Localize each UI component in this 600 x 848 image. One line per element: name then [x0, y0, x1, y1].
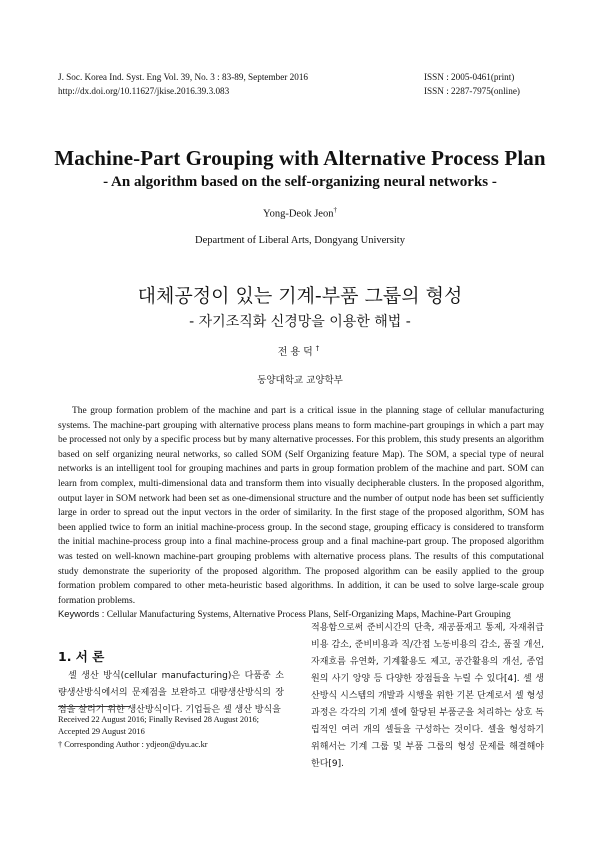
author-name-korean: 전용덕: [277, 347, 316, 358]
subtitle-english: - An algorithm based on the self-organizing neural networks -: [103, 174, 497, 190]
doi-link[interactable]: http://dx.doi.org/10.11627/jkise.2016.39.3.083: [58, 86, 230, 96]
journal-header: [58, 70, 308, 98]
title-korean: 대체공정이 있는 기계-부품 그룹의 형성: [137, 285, 463, 307]
corresponding-mark-korean: †: [315, 344, 323, 353]
footnotes: [58, 714, 288, 751]
author-korean: [0, 343, 600, 358]
body-text-right-column: 적용함으로써 준비시간의 단축, 재공품재고 통제, 자재취급비용 감소, 준비비용과 직/간접 노동비용의 감소, 품질 개선, 자재흐름 유연화, 기계활용도 제고, 공간활용의 개선, 종업원의 사기 앙양 등 다양한 장점들을 누릴 수 있다[4]. 셀 생산방식 시스템의 개발과 시행을 위한 기본 단계로서 셀 형성 과정은 각각의 기계 셀에 할당된 부품군을 처리하는 상호 독립적인 여러 개의 셀들을 구성하는 것이다. 셀을 형성하기 위해서는 기계 그룹 및 부품 그룹의 형성 문제를 해결해야 한다[9].: [311, 623, 544, 769]
corresponding-author: † Corresponding Author : ydjeon@dyu.ac.kr: [58, 739, 208, 749]
issn-online: ISSN : 2287-7975(online): [424, 86, 520, 96]
keywords-label: Keywords :: [58, 608, 105, 619]
issn-print: ISSN : 2005-0461(print): [424, 72, 515, 82]
body-text-left-column: 셀 생산 방식(cellular manufacturing)은 다품종 소량생산방식에서의 문제점을 보완하고 대량생산방식의 장점을 살리기 위한 생산방식이다. 기업들은 셀 생산 방식을: [58, 671, 284, 715]
keywords-text: Cellular Manufacturing Systems, Alternative Process Plans, Self-Organizing Maps, Machine-Part Grouping: [106, 610, 511, 620]
affiliation-english: Department of Liberal Arts, Dongyang University: [195, 235, 405, 246]
abstract: The group formation problem of the machine and part is a critical issue in the planning stage of cellular manufacturing systems. The machine-part grouping with alternative process plans means to form machine-part groupings in which a part may be processed not only by a specific process but by many alternative processes. For this problem, this study presents an algorithm based on self organizing neural networks, so called SOM (Self Organizing feature Map). The SOM, a special type of neural networks is an intelligent tool for grouping machines and parts in group formation problem of the machine and part. SOM can learn from complex, multi-dimensional data and transform them into visually decipherable clusters. In the proposed algorithm, output layer in SOM network had been set as one-dimensional structure and the number of output node has been set sufficiently large in order to spread out the input vectors in the order of similarity. In the first stage of the proposed algorithm, SOM has been applied twice to form an initial machine-process group. In the second stage, grouping efficacy is considered to transform the initial machine-process group into a final machine-process group and a final machine-part group. The proposed algorithm was tested on well-known machine-part grouping problems with alternative process plans. The results of this computational study demonstrate the superiority of the proposed algorithm. The proposed algorithm can be easily applied to the group formation problem compared to other meta-heuristic based algorithms. In addition, it can be used to solve large-scale group formation problems.: [58, 406, 544, 606]
issn-block: [424, 70, 520, 98]
subtitle-korean: - 자기조직화 신경망을 이용한 해법 -: [189, 314, 411, 330]
affiliation-korean: 동양대학교 교양학부: [257, 375, 343, 386]
section-heading-introduction: 1. 서 론: [58, 649, 105, 664]
journal-citation: J. Soc. Korea Ind. Syst. Eng Vol. 39, No. 3 : 83-89, September 2016: [58, 72, 309, 82]
corresponding-mark: †: [333, 206, 337, 214]
author-name-english: Yong-Deok Jeon: [263, 208, 334, 220]
author-english: [0, 206, 600, 220]
footnote-divider: [58, 706, 130, 707]
received-dates: Received 22 August 2016; Finally Revised 28 August 2016; Accepted 29 August 2016: [58, 715, 259, 737]
title-english: Machine-Part Grouping with Alternative Process Plan: [54, 146, 546, 170]
